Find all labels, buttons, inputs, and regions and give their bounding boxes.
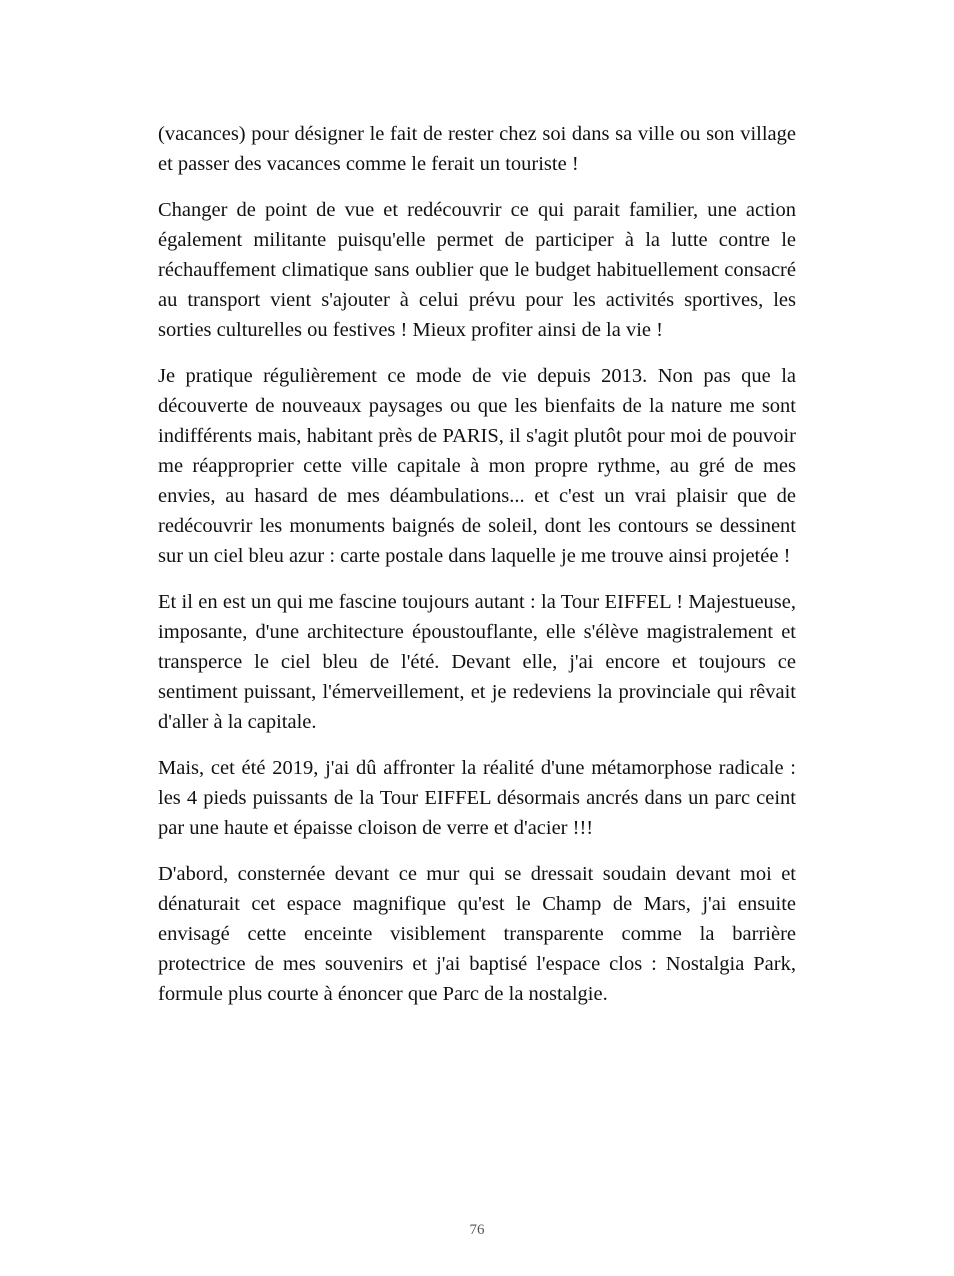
- paragraph: D'abord, consternée devant ce mur qui se dressait soudain devant moi et dénaturait cet espace magnifique qu'est le Champ de Mars, j'ai ensuite envisagé cette enceinte visiblement transparente comme la barrière protectrice de mes souvenirs et j'ai baptisé l'espace clos : Nostalgia Park, formule plus courte à énoncer que Parc de la nostalgie.: [158, 863, 796, 1005]
- paragraph: Je pratique régulièrement ce mode de vie depuis 2013. Non pas que la découverte de nouveaux paysages ou que les bienfaits de la nature me sont indifférents mais, habitant près de PARIS, il s'agit plutôt pour moi de pouvoir me réapproprier cette ville capitale à mon propre rythme, au gré de mes envies, au hasard de mes déambulations... et c'est un vrai plaisir que de redécouvrir les monuments baignés de soleil, dont les contours se dessinent sur un ciel bleu azur : carte postale dans laquelle je me trouve ainsi projetée !: [158, 365, 796, 567]
- body-text: [158, 119, 796, 1025]
- page-number: 76: [469, 1222, 485, 1238]
- paragraph: (vacances) pour désigner le fait de rester chez soi dans sa ville ou son village et passer des vacances comme le ferait un touriste !: [158, 123, 796, 175]
- paragraph: Mais, cet été 2019, j'ai dû affronter la réalité d'une métamorphose radicale : les 4 pieds puissants de la Tour EIFFEL désormais ancrés dans un parc ceint par une haute et épaisse cloison de verre et d'acier !!!: [158, 757, 796, 839]
- paragraph: Changer de point de vue et redécouvrir ce qui parait familier, une action également militante puisqu'elle permet de participer à la lutte contre le réchauffement climatique sans oublier que le budget habituellement consacré au transport vient s'ajouter à celui prévu pour les activités sportives, les sorties culturelles ou festives ! Mieux profiter ainsi de la vie !: [158, 199, 796, 341]
- paragraph: Et il en est un qui me fascine toujours autant : la Tour EIFFEL ! Majestueuse, imposante, d'une architecture époustouflante, elle s'élève magistralement et transperce le ciel bleu de l'été. Devant elle, j'ai encore et toujours ce sentiment puissant, l'émerveillement, et je redeviens la provinciale qui rêvait d'aller à la capitale.: [158, 591, 796, 733]
